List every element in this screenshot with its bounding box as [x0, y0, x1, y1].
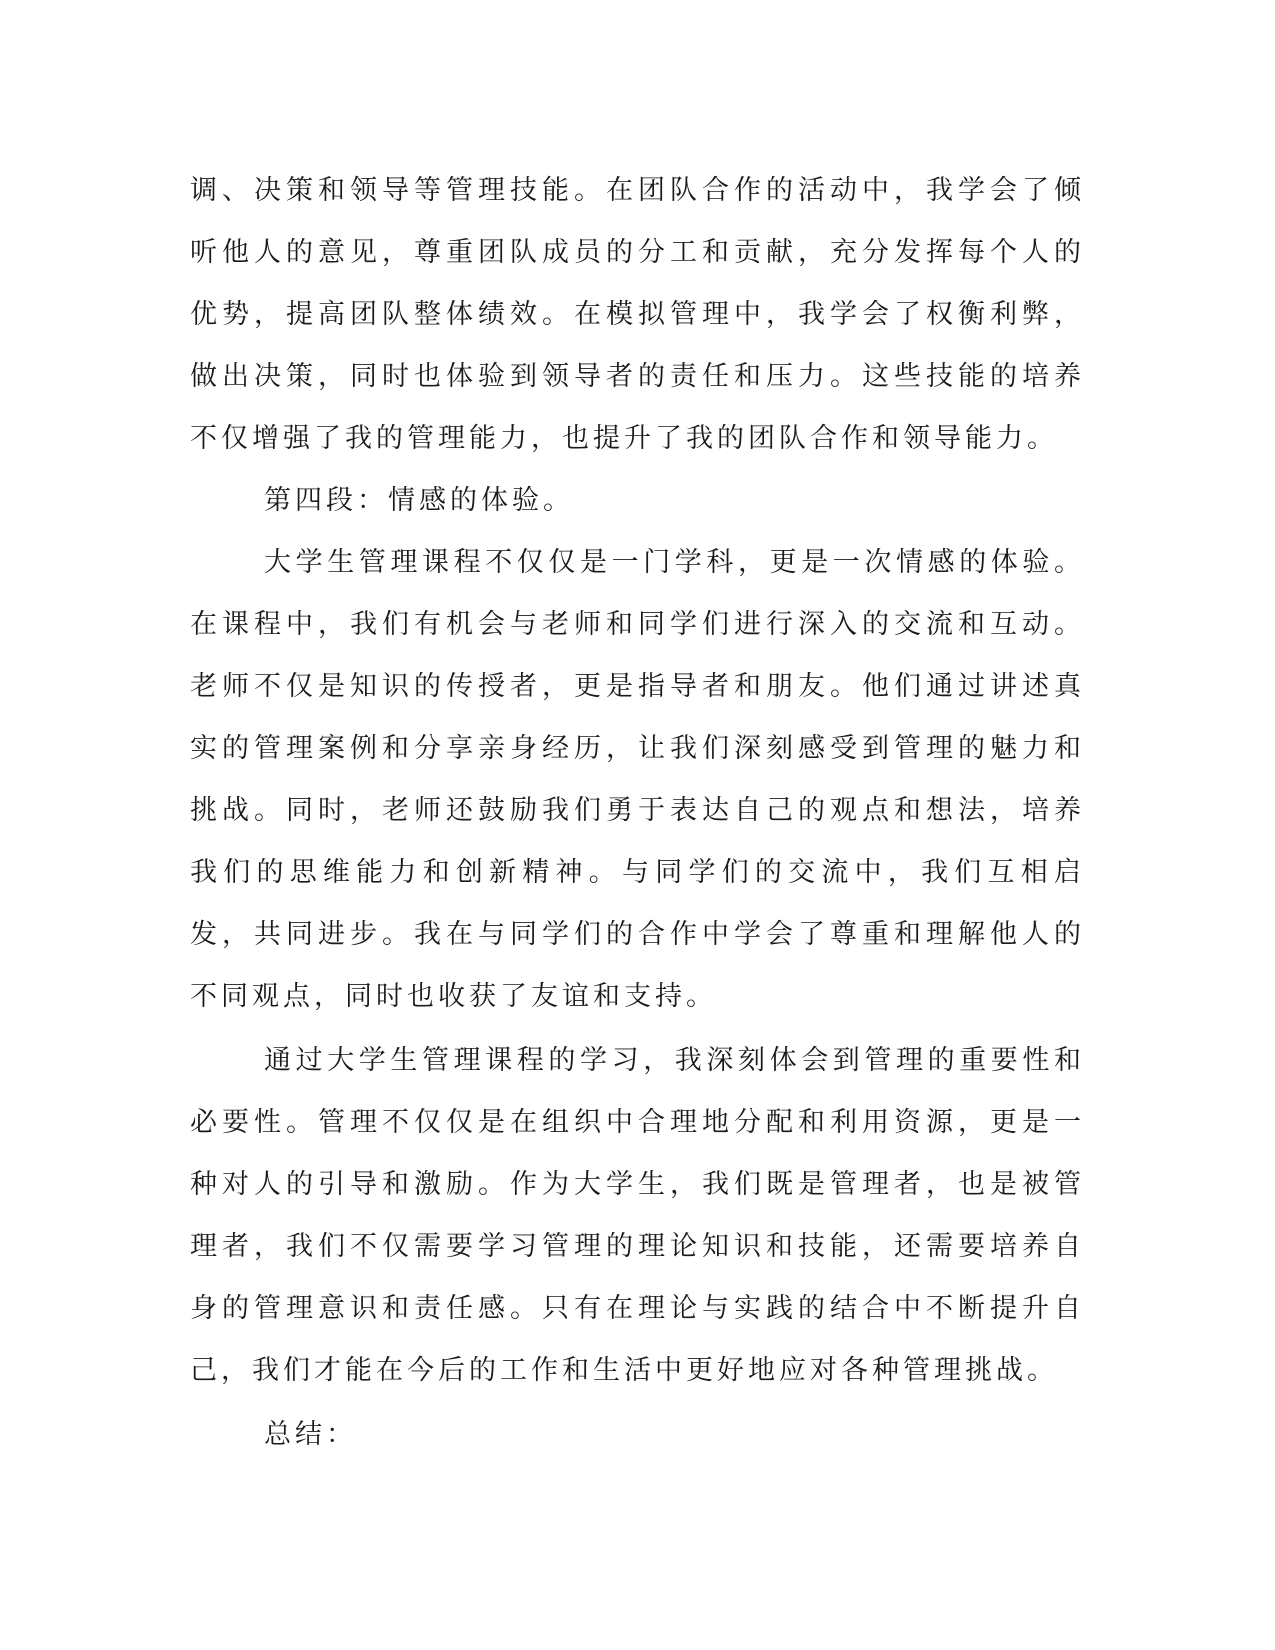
document-body: [190, 160, 1085, 1466]
paragraph-emotional-experience: 大学生管理课程不仅仅是一门学科，更是一次情感的体验。在课程中，我们有机会与老师和同学们进行深入的交流和互动。老师不仅是知识的传授者，更是指导者和朋友。他们通过讲述真实的管理案例和分享亲身经历，让我们深刻感受到管理的魅力和挑战。同时，老师还鼓励我们勇于表达自己的观点和想法，培养我们的思维能力和创新精神。与同学们的交流中，我们互相启发，共同进步。我在与同学们的合作中学会了尊重和理解他人的不同观点，同时也收获了友谊和支持。: [190, 547, 1085, 1012]
paragraph-management-skills: 调、决策和领导等管理技能。在团队合作的活动中，我学会了倾听他人的意见，尊重团队成员的分工和贡献，充分发挥每个人的优势，提高团队整体绩效。在模拟管理中，我学会了权衡利弊，做出决策，同时也体验到领导者的责任和压力。这些技能的培养不仅增强了我的管理能力，也提升了我的团队合作和领导能力。: [190, 175, 1085, 454]
section-heading-summary: 总结：: [264, 1419, 357, 1450]
paragraph-conclusion: 通过大学生管理课程的学习，我深刻体会到管理的重要性和必要性。管理不仅仅是在组织中合理地分配和利用资源，更是一种对人的引导和激励。作为大学生，我们既是管理者，也是被管理者，我们不仅需要学习管理的理论知识和技能，还需要培养自身的管理意识和责任感。只有在理论与实践的结合中不断提升自己，我们才能在今后的工作和生活中更好地应对各种管理挑战。: [190, 1045, 1085, 1386]
section-heading-emotional-experience: 第四段：情感的体验。: [264, 485, 574, 516]
